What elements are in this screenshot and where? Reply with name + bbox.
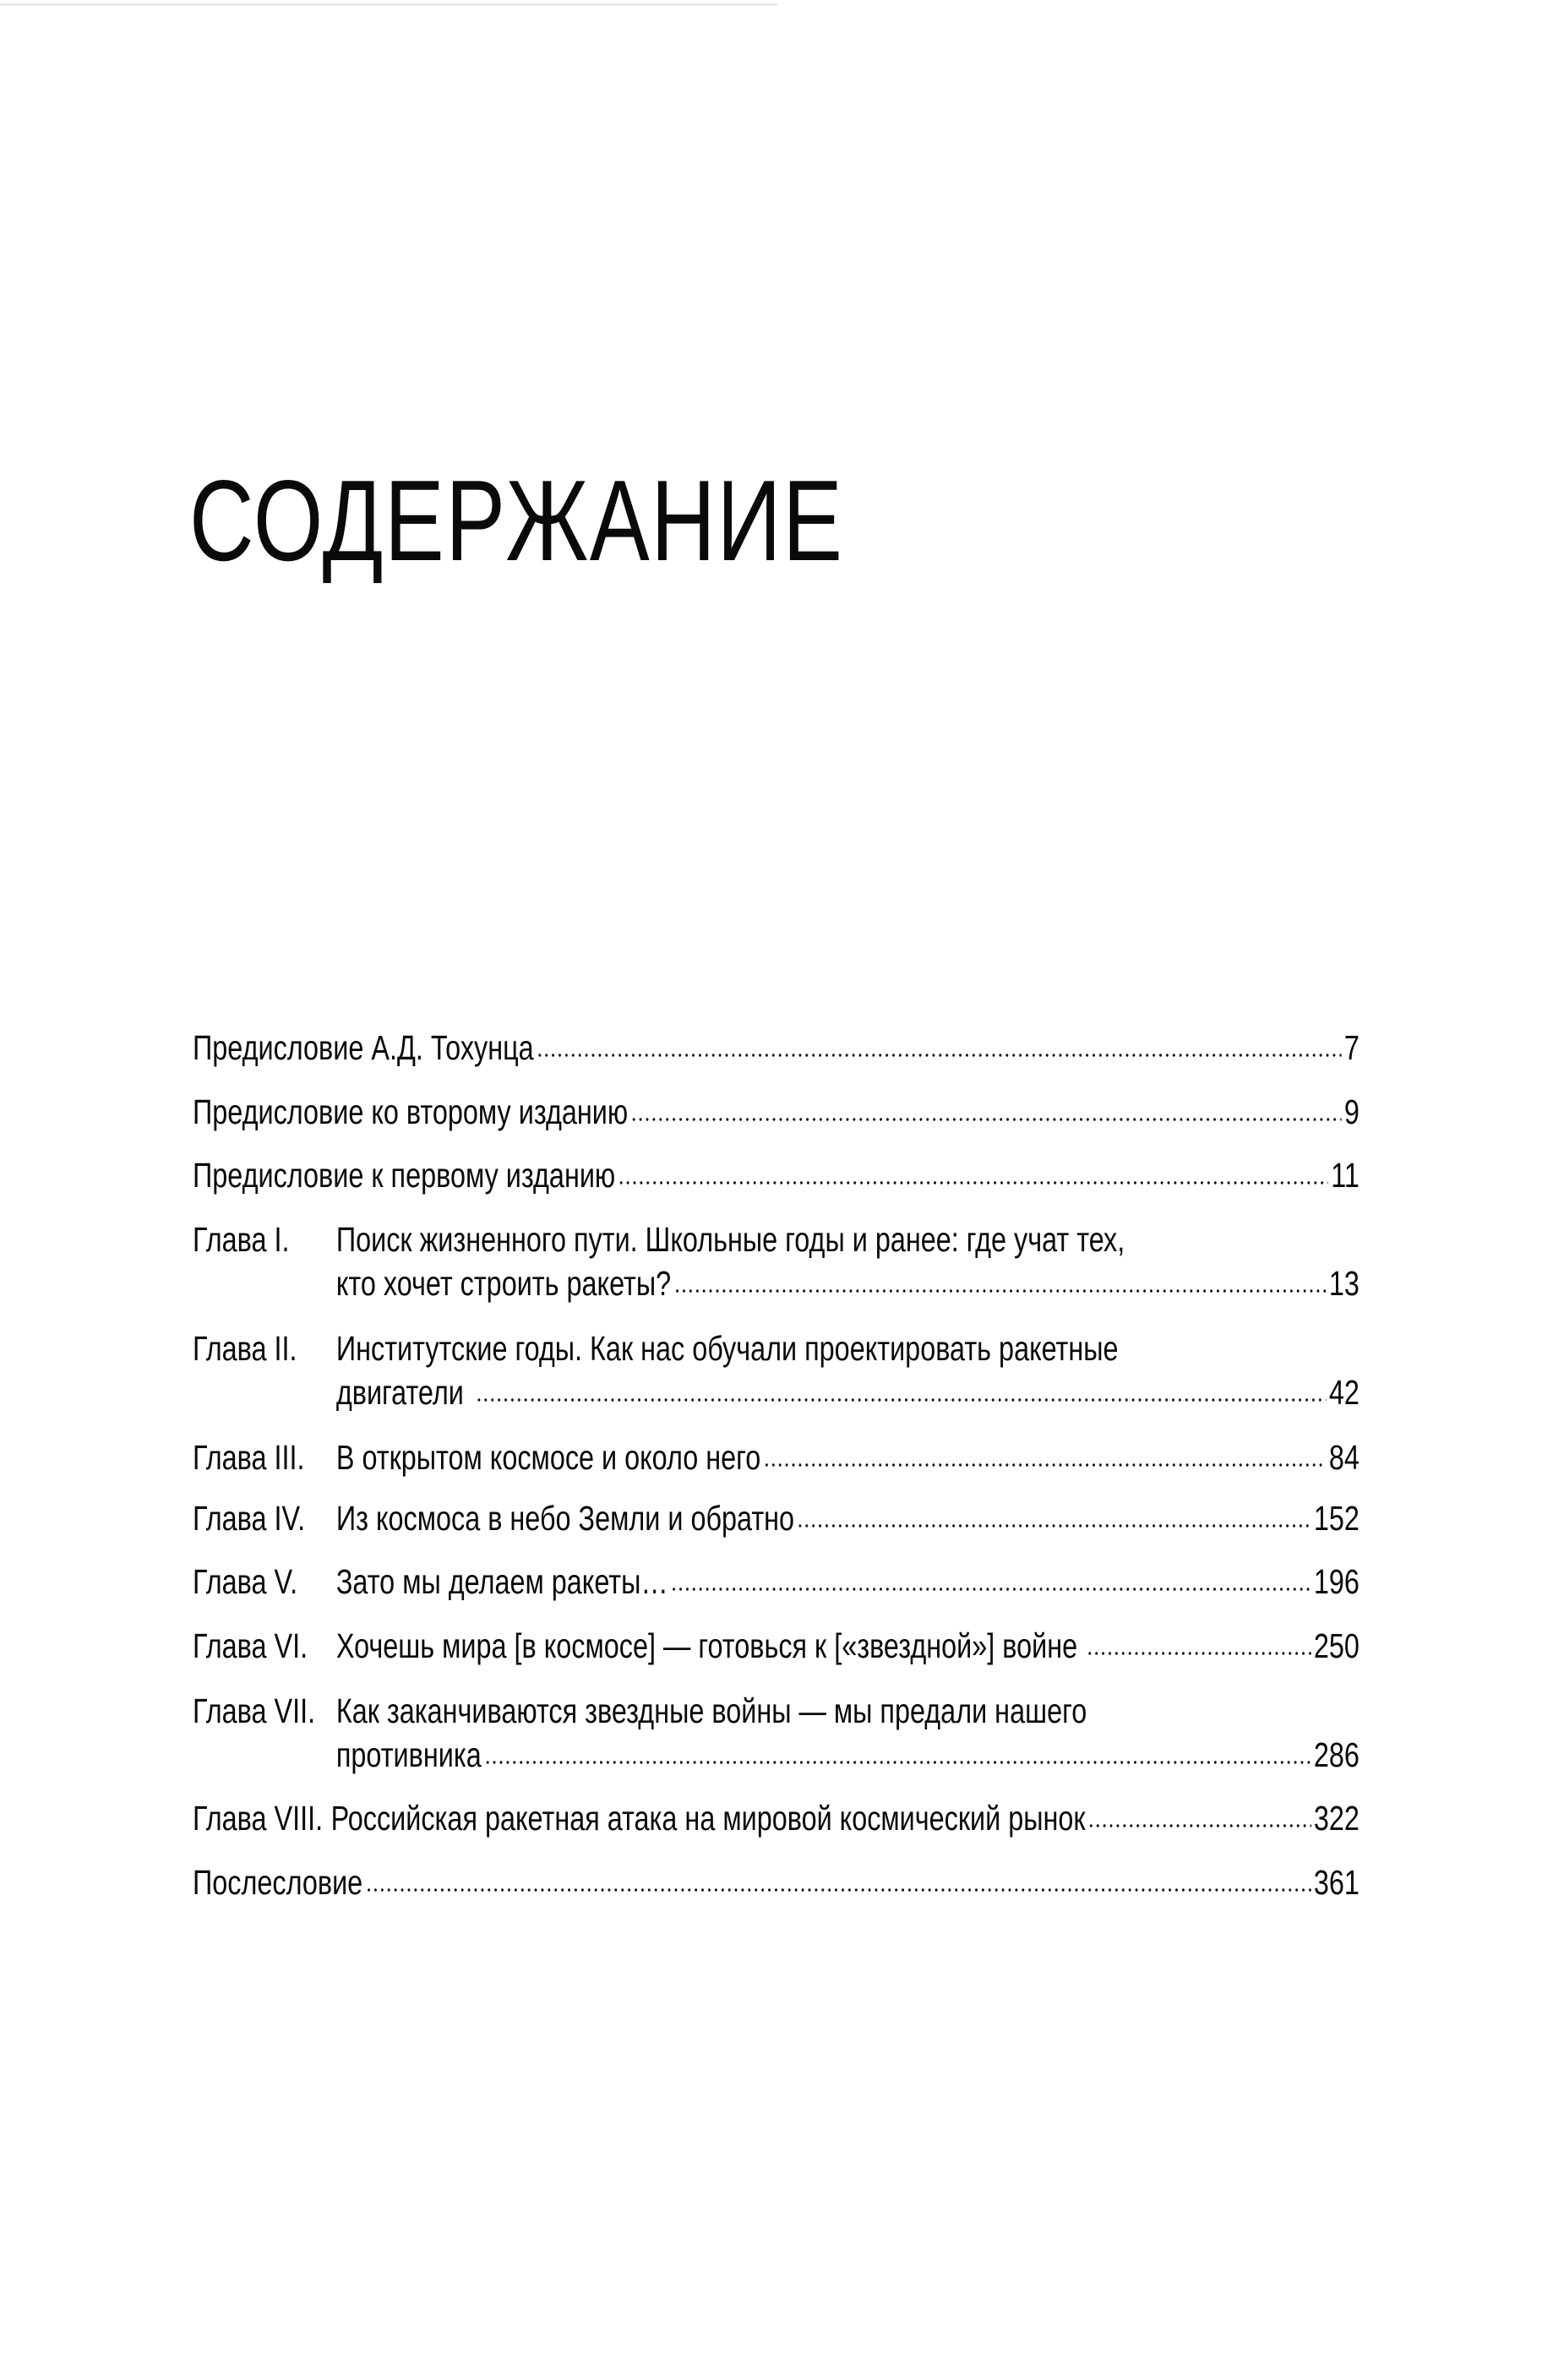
toc-entry[interactable] (193, 1560, 1360, 1604)
entry-title: Хочешь мира [в космосе] — готовься к [«звездной»] войне (335, 1626, 1078, 1665)
toc-entry-line1[interactable] (193, 1326, 1360, 1370)
dot-leader (365, 1886, 1311, 1894)
chapter-label: Глава VII. (193, 1691, 316, 1730)
entry-title: Предисловие ко второму изданию (193, 1092, 629, 1131)
chapter-label: Глава VIII. (193, 1799, 324, 1838)
entry-page: 361 (1313, 1863, 1360, 1902)
entry-title: В открытом космосе и около него (335, 1438, 761, 1477)
dot-leader (537, 1051, 1342, 1059)
entry-title: Послесловие (193, 1863, 363, 1902)
toc-entry-line1[interactable] (193, 1689, 1360, 1733)
chapter-label: Глава III. (193, 1438, 305, 1477)
toc-entry-line2[interactable] (193, 1733, 1360, 1777)
entry-title: Предисловие к первому изданию (193, 1156, 616, 1195)
dot-leader (673, 1287, 1326, 1295)
entry-page: 13 (1328, 1264, 1360, 1303)
entry-title-continued: двигатели (335, 1373, 464, 1412)
entry-title: Российская ракетная атака на мировой космический рынок (330, 1799, 1086, 1838)
entry-page: 9 (1343, 1092, 1360, 1131)
entry-title: Институтские годы. Как нас обучали проектировать ракетные (335, 1329, 1119, 1368)
toc-entry[interactable] (193, 1624, 1360, 1668)
entry-page: 42 (1328, 1373, 1360, 1412)
entry-title: Как заканчиваются звездные войны — мы предали нашего (335, 1691, 1087, 1730)
dot-leader (797, 1522, 1311, 1530)
chapter-label: Глава II. (193, 1329, 297, 1368)
dot-leader (476, 1396, 1327, 1404)
toc-entry-line1[interactable] (193, 1217, 1360, 1261)
entry-page: 196 (1313, 1562, 1360, 1601)
dot-leader (1088, 1822, 1311, 1830)
toc-entry-line2[interactable] (193, 1370, 1360, 1414)
toc-entry[interactable] (193, 1153, 1360, 1197)
entry-title: Поиск жизненного пути. Школьные годы и ранее: где учат тех, (335, 1220, 1125, 1259)
entry-page: 152 (1313, 1499, 1360, 1538)
top-edge-line (0, 3, 777, 6)
entry-title: Из космоса в небо Земли и обратно (335, 1499, 795, 1538)
chapter-label: Глава I. (193, 1220, 290, 1259)
dot-leader (763, 1461, 1326, 1469)
toc-entry[interactable] (193, 1435, 1360, 1479)
entry-page: 322 (1313, 1799, 1360, 1838)
chapter-label: Глава IV. (193, 1499, 306, 1538)
dot-leader (630, 1115, 1341, 1124)
entry-title: Зато мы делаем ракеты… (335, 1562, 668, 1601)
entry-page: 84 (1328, 1438, 1360, 1477)
toc-entry-line2[interactable] (193, 1261, 1360, 1305)
entry-title: Предисловие А.Д. Тохунца (193, 1028, 534, 1067)
chapter-label: Глава VI. (193, 1626, 308, 1665)
entry-page: 286 (1313, 1735, 1360, 1774)
entry-page: 11 (1331, 1156, 1360, 1195)
toc-entry[interactable] (193, 1796, 1360, 1840)
page-title: СОДЕРЖАНИЕ (189, 456, 844, 585)
dot-leader (484, 1758, 1311, 1767)
entry-page: 7 (1343, 1028, 1360, 1067)
toc-entry[interactable] (193, 1090, 1360, 1134)
entry-page: 250 (1313, 1626, 1360, 1665)
toc-entry[interactable] (193, 1026, 1360, 1070)
toc-entry[interactable] (193, 1496, 1360, 1540)
chapter-label: Глава V. (193, 1562, 298, 1601)
dot-leader (1087, 1649, 1311, 1658)
entry-title-continued: противника (335, 1735, 482, 1774)
dot-leader (618, 1179, 1328, 1187)
toc-entry[interactable] (193, 1860, 1360, 1904)
dot-leader (671, 1585, 1311, 1593)
entry-title-continued: кто хочет строить ракеты? (335, 1264, 672, 1303)
